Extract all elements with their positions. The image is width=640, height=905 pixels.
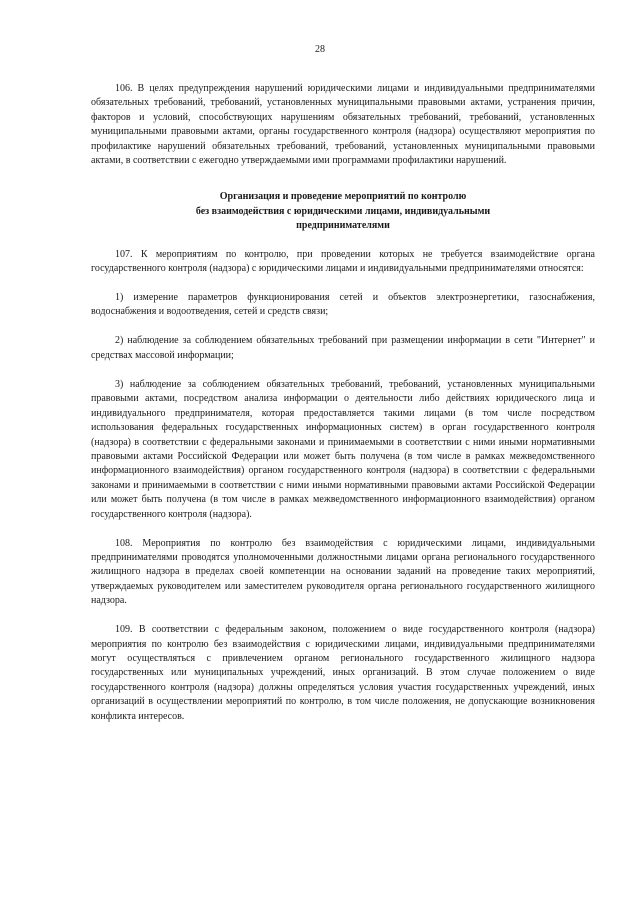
paragraph-107: 107. К мероприятиям по контролю, при проведении которых не требуется взаимодействие органа государственного контроля (надзора) с юридическими лицами и индивидуальными предпринимателями относятся: xyxy=(91,248,595,275)
document-body xyxy=(91,82,595,724)
section-heading-line-1: Организация и проведение мероприятий по контролю xyxy=(219,191,467,203)
paragraph-109: 109. В соответствии с федеральным законом, положением о виде государственного контроля (надзора) мероприятия по контролю без взаимодействия с юридическими лицами, индивидуальными предпринимателями могут осуществляться с привлечением органом регионального государственного жилищного надзора государственных или муниципальных учреждений, иных организаций. В этом случае положением о виде государственного контроля (надзора) должны определяться условия участия государственных учреждений, иных организаций в осуществлении мероприятий по контролю, в том числе положения, не допускающие возникновения конфликта интересов. xyxy=(91,624,595,722)
section-heading-line-3: предпринимателями xyxy=(296,220,390,232)
paragraph-107-item-1: 1) измерение параметров функционирования сетей и объектов электроэнергетики, газоснабжения, водоснабжения и водоотведения, сетей и средств связи; xyxy=(91,292,595,318)
section-heading-line-2: без взаимодействия с юридическими лицами, индивидуальными xyxy=(195,205,491,217)
section-heading xyxy=(91,190,595,233)
paragraph-107-item-3: 3) наблюдение за соблюдением обязательных требований, требований, установленных муниципальными правовыми актами, посредством анализа информации о деятельности либо действиях юридического лица и индивидуального предпринимателя, которая предоставляется такими лицами (в том числе посредством использования федеральных государственных информационных систем) в орган государственного контроля (надзора) в соответствии с федеральными законами и принимаемыми в соответствии с ними иными нормативными правовыми актами Российской Федерации или может быть получена (в том числе в рамках межведомственного информационного взаимодействия) органом государственного контроля (надзора) в соответствии с федеральными законами и принимаемыми в соответствии с ними иными нормативными правовыми актами Российской Федерации или может быть получена (в том числе в рамках межведомственного информационного взаимодействия) органом государственного контроля (надзора). xyxy=(91,378,595,520)
paragraph-106: 106. В целях предупреждения нарушений юридическими лицами и индивидуальными предпринимателями обязательных требований, требований, установленных муниципальными правовыми актами, устранения причин, факторов и условий, способствующих нарушениям обязательных требований, требований, установленных муниципальными правовыми актами, органы государственного контроля (надзора) осуществляют мероприятия по профилактике нарушений обязательных требований, требований, установленных муниципальными правовыми актами, в соответствии с ежегодно утверждаемыми ими программами профилактики нарушений. xyxy=(91,83,595,167)
page-number: 28 xyxy=(315,44,325,55)
paragraph-107-item-2: 2) наблюдение за соблюдением обязательных требований при размещении информации в сети "Интернет" и средствах массовой информации; xyxy=(91,335,595,361)
paragraph-108: 108. Мероприятия по контролю без взаимодействия с юридическими лицами, индивидуальными предпринимателями проводятся уполномоченными должностными лицами органа регионального государственного жилищного надзора в пределах своей компетенции на основании заданий на проведение таких мероприятий, утверждаемых руководителем или заместителем руководителя органа регионального государственного жилищного надзора. xyxy=(91,537,595,607)
